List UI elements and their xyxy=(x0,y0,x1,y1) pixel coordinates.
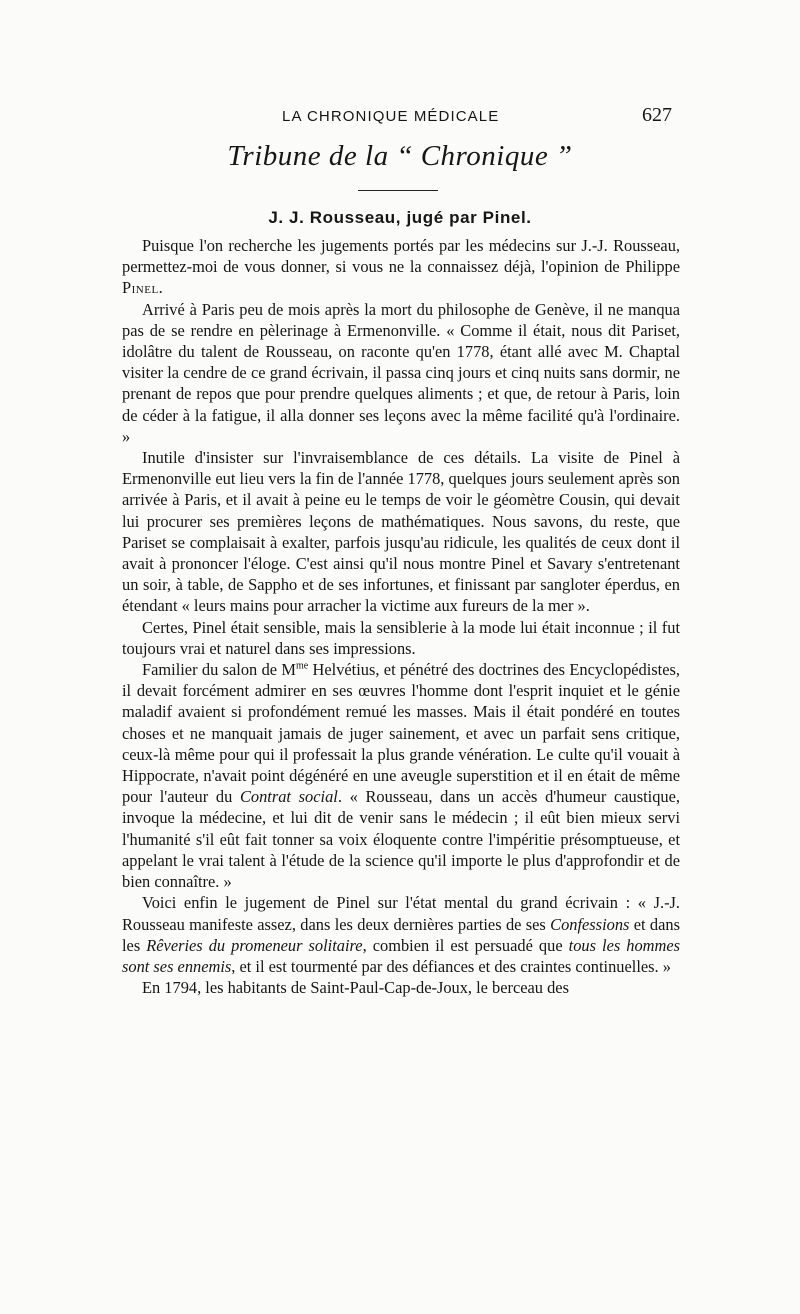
paragraph-5 xyxy=(122,659,680,892)
paragraph-3: Inutile d'insister sur l'invraisemblance de ces détails. La visite de Pinel à Ermenonville eut lieu vers la fin de l'année 1778, quelques jours seulement après son arrivée à Paris, et il avait à peine eu le temps de voir le géomètre Cousin, qui devait lui procurer ses premières leçons de mathématiques. Nous savons, du reste, que Pariset se complaisait à exalter, parfois jusqu'au ridicule, les qualités de ceux dont il avait à prononcer l'éloge. C'est ainsi qu'il nous montre Pinel et Savary s'entretenant un soir, à table, de Sappho et de ses infortunes, et finissant par sangloter éperdus, en étendant « leurs mains pour arracher la victime aux fureurs de la mer ». xyxy=(122,448,680,616)
paragraph-4: Certes, Pinel était sensible, mais la sensiblerie à la mode lui était inconnue ; il fut toujours vrai et naturel dans ses impressions. xyxy=(122,617,680,658)
article-body xyxy=(122,235,680,998)
paragraph-1 xyxy=(122,235,680,299)
paragraph-6-text-d: , et il est tourmenté par des défiances et des craintes continuelles. » xyxy=(231,956,671,976)
work-title-reveries: Rêveries du promeneur solitaire xyxy=(146,935,363,955)
paragraph-6-text-c: , combien il est persuadé que xyxy=(362,935,569,955)
running-head xyxy=(0,104,800,128)
page-number: 627 xyxy=(642,104,672,126)
article-title: J. J. Rousseau, jugé par Pinel. xyxy=(268,208,532,227)
paragraph-2: Arrivé à Paris peu de mois après la mort du philosophe de Genève, il ne manqua pas de se rendre en pèlerinage à Ermenonville. « Comme il était, nous dit Pariset, idolâtre du talent de Rousseau, on raconte qu'en 1778, étant allé avec M. Chaptal visiter la cendre de ce grand écrivain, il passa cinq jours et cinq nuits sans dormir, ne prenant de repos que pour prendre quelques aliments ; et que, de retour à Paris, loin de céder à la fatigue, il alla donner ses leçons avec la même facilité qu'à l'ordinaire. » xyxy=(122,299,680,446)
author-name-pinel: Pinel xyxy=(122,278,159,298)
paragraph-1-end: . xyxy=(158,278,163,298)
work-title-contrat-social: Contrat social xyxy=(239,787,338,807)
paragraph-5-text-c: . « Rousseau, dans un accès d'humeur caustique, invoque la médecine, et lui dit de venir sans le médecin ; il eût bien mieux servi l'humanité s'il eût fait tonner sa voix éloquente contre l'impéritie présomptueuse, et appelant le vrai talent à l'étude de la science qu'il importe le plus d'approfondir et de bien connaître. » xyxy=(122,787,680,892)
work-title-confessions: Confessions xyxy=(550,914,630,934)
section-title: Tribune de la “ Chronique ” xyxy=(227,140,573,172)
paragraph-5-text-b: Helvétius, et pénétré des doctrines des Encyclopédistes, il devait forcément admirer en ses œuvres l'homme dont l'esprit inquiet et le génie maladif avaient si profondément remué les masses. Mais il était pondéré en toutes choses et ne manquait jamais de juger sainement, et avec un parfait sens critique, ceux-là même pour qui il professait la plus grande vénération. Le culte qu'il vouait à Hippocrate, n'avait point dégénéré en une aveugle superstition et il en était de même pour l'auteur du xyxy=(122,660,680,807)
madame-superscript: me xyxy=(295,660,309,672)
journal-name: LA CHRONIQUE MÉDICALE xyxy=(282,108,500,125)
paragraph-5-text-a: Familier du salon de M xyxy=(142,660,296,680)
title-rule xyxy=(358,190,438,191)
paragraph-6-text-a: Voici enfin le jugement de Pinel sur l'état mental du grand écrivain : « J.-J. Rousseau manifeste assez, dans les deux dernières parties de ses xyxy=(122,893,680,934)
paragraph-1-text: Puisque l'on recherche les jugements portés par les médecins sur J.-J. Rousseau, permettez-moi de vous donner, si vous ne la connaissez déjà, l'opinion de Philippe xyxy=(122,236,680,277)
paragraph-6 xyxy=(122,892,680,977)
paragraph-6-text-b: et dans les xyxy=(122,914,680,955)
paragraph-7: En 1794, les habitants de Saint-Paul-Cap-de-Joux, le berceau des xyxy=(142,978,569,998)
quoted-phrase: tous les hommes sont ses ennemis xyxy=(122,935,680,976)
